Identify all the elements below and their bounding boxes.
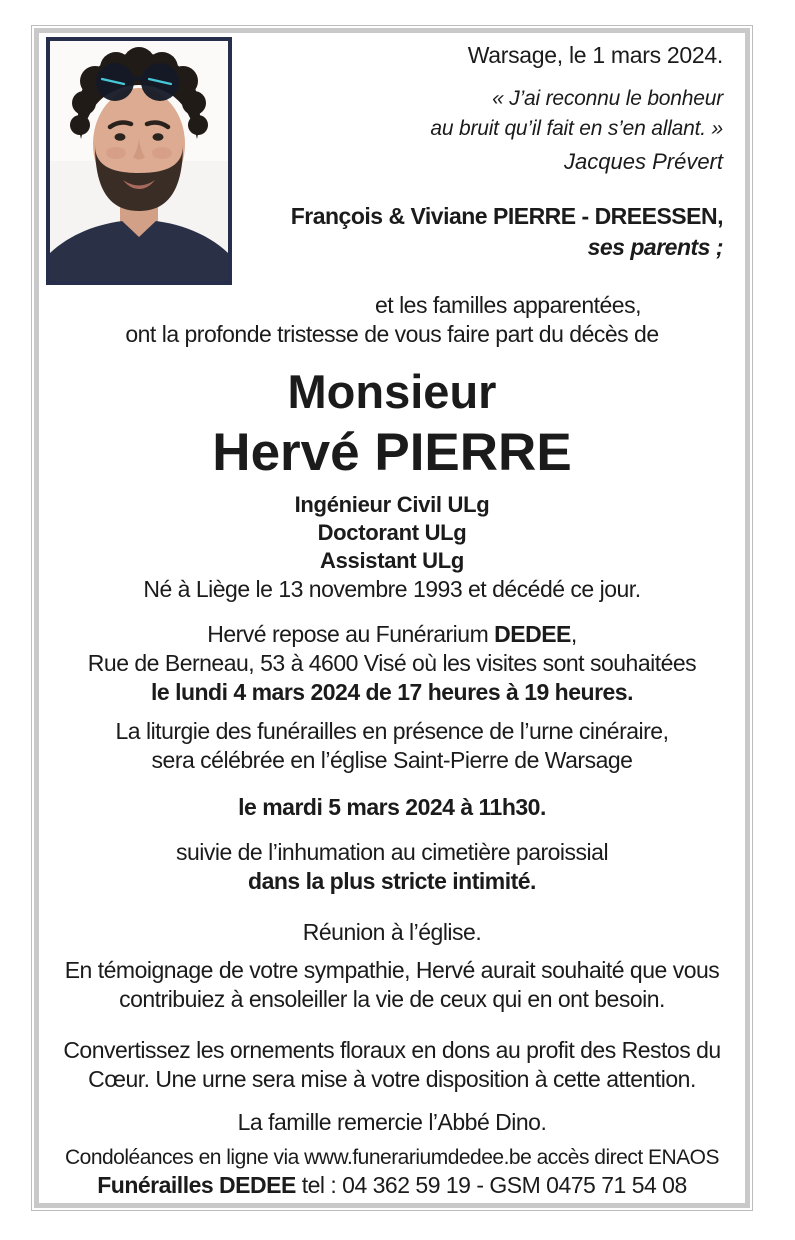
thanks-line: La famille remercie l’Abbé Dino.	[237, 1109, 547, 1135]
life-dates: Né à Liège le 13 novembre 1993 et décédé ce jour.	[143, 576, 641, 602]
intimacy-line: dans la plus stricte intimité.	[248, 868, 536, 894]
credential-3: Assistant ULg	[319, 548, 464, 573]
header-block	[291, 41, 723, 263]
funeral-home-phones: tel : 04 362 59 19 - GSM 0475 71 54 08	[295, 1172, 687, 1198]
sympathy-1-line-1: En témoignage de votre sympathie, Hervé aurait souhaité que vous	[64, 957, 720, 983]
sympathy-2-line-1: Convertissez les ornements floraux en dons au profit des Restos du	[63, 1037, 721, 1063]
repose-line-1-text: Hervé repose au Funérarium	[207, 621, 495, 647]
repose-line-1-comma: ,	[570, 621, 577, 647]
inhumation-line: suivie de l’inhumation au cimetière paroissial	[175, 839, 609, 865]
parents-relation: ses parents ;	[587, 234, 723, 260]
condolences-line: Condoléances en ligne via www.funerariumdedee.be accès direct ENAOS	[64, 1146, 720, 1169]
quote-author: Jacques Prévert	[564, 149, 723, 174]
dateline: Warsage, le 1 mars 2024.	[467, 42, 723, 68]
funeral-home-contact	[39, 1171, 745, 1199]
funeral-home-name: DEDEE	[494, 621, 571, 647]
liturgy-block	[39, 717, 745, 775]
top-row	[39, 33, 745, 285]
obituary-sheet	[31, 25, 753, 1211]
liturgy-line-2: sera célébrée en l’église Saint-Pierre de Warsage	[151, 747, 633, 773]
sympathy-1-line-2: contribuiez à ensoleiller la vie de ceux qui en ont besoin.	[119, 986, 665, 1012]
quote-line-2: au bruit qu’il fait en s’en allant. »	[430, 117, 723, 140]
reunion-line: Réunion à l’église.	[302, 919, 482, 945]
funeral-home-label: Funérailles DEDEE	[97, 1172, 296, 1198]
portrait-photo-illustration	[50, 41, 228, 281]
deceased-name: Hervé PIERRE	[212, 423, 572, 482]
parents-names: François & Viviane PIERRE - DREESSEN,	[290, 203, 723, 229]
repose-address: Rue de Berneau, 53 à 4600 Visé où les visites sont souhaitées	[87, 650, 697, 676]
liturgy-line-1: La liturgie des funérailles en présence de l’urne cinéraire,	[115, 718, 669, 744]
sympathy-paragraph-1	[39, 956, 745, 1014]
repose-line-1	[39, 620, 745, 649]
sympathy-paragraph-2	[39, 1036, 745, 1094]
intro-line-2: ont la profonde tristesse de vous faire part du décès de	[125, 321, 659, 347]
intro-line-1: et les familles apparentées,	[375, 292, 641, 318]
credential-1: Ingénieur Civil ULg	[294, 492, 490, 517]
visits-schedule: le lundi 4 mars 2024 de 17 heures à 19 heures.	[151, 679, 633, 705]
funeral-date: le mardi 5 mars 2024 à 11h30.	[238, 794, 546, 820]
credentials-block	[39, 491, 745, 575]
obituary-inner-frame	[34, 28, 750, 1208]
quote	[291, 84, 723, 144]
credential-2: Doctorant ULg	[317, 520, 467, 545]
repose-block	[39, 620, 745, 707]
inhumation-block	[39, 838, 745, 896]
sympathy-2-line-2: Cœur. Une urne sera mise à votre disposition à cette attention.	[88, 1066, 696, 1092]
quote-line-1: « J’ai reconnu le bonheur	[492, 87, 723, 110]
portrait-photo	[46, 37, 232, 285]
deceased-title: Monsieur	[287, 365, 497, 418]
parents-block	[291, 201, 723, 263]
